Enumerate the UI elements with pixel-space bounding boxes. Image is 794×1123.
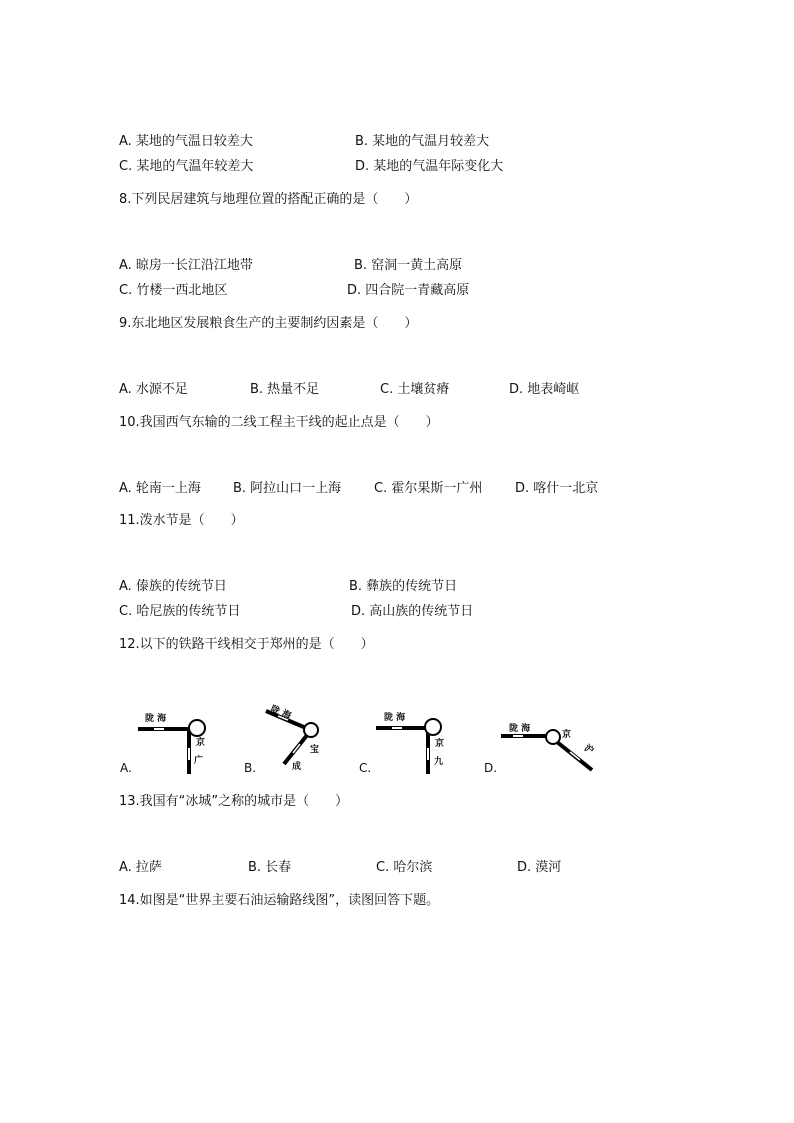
q8-option-c: C. 竹楼一西北地区 — [119, 283, 228, 298]
railway-diagram-d — [482, 700, 612, 780]
q13-option-b: B. 长春 — [248, 860, 292, 875]
q7-option-c: C. 某地的气温年较差大 — [119, 159, 254, 174]
q7-option-b: B. 某地的气温月较差大 — [355, 134, 490, 149]
diagram-a-west-label: 陇 海 — [145, 714, 167, 724]
q9-option-c: C. 土壤贫瘠 — [380, 382, 450, 397]
q8-option-d: D. 四合院一青藏高原 — [347, 283, 470, 298]
q7-option-a: A. 某地的气温日较差大 — [119, 134, 253, 149]
diagram-b-west-label: 陇 海 — [268, 704, 293, 722]
q8-option-b: B. 窑洞一黄土高原 — [354, 258, 463, 273]
diagram-c-branch-label-2: 九 — [434, 757, 444, 767]
q8-stem: 8.下列民居建筑与地理位置的搭配正确的是（ ） — [119, 192, 418, 207]
q11-option-b: B. 彝族的传统节日 — [349, 579, 458, 594]
q8-option-a: A. 晾房一长江沿江地带 — [119, 258, 253, 273]
q11-stem: 11.泼水节是（ ） — [119, 513, 244, 528]
railway-diagram-a — [118, 700, 228, 780]
q10-option-c: C. 霍尔果斯一广州 — [374, 481, 483, 496]
railway-diagram-c — [357, 700, 467, 780]
diagram-a-letter: A. — [120, 761, 132, 775]
q9-option-a: A. 水源不足 — [119, 382, 188, 397]
q14-stem: 14.如图是“世界主要石油运输路线图”，读图回答下题。 — [119, 893, 440, 908]
q13-option-c: C. 哈尔滨 — [376, 860, 433, 875]
q9-stem: 9.东北地区发展粮食生产的主要制约因素是（ ） — [119, 316, 418, 331]
diagram-c-branch-label-1: 京 — [435, 739, 445, 749]
diagram-c-letter: C. — [359, 761, 372, 775]
q9-option-d: D. 地表崎岖 — [509, 382, 580, 397]
q13-option-d: D. 漠河 — [517, 860, 562, 875]
diagram-d-branch-label-1: 京 — [562, 730, 572, 740]
q9-option-b: B. 热量不足 — [250, 382, 320, 397]
diagram-b-branch-label-1: 宝 — [310, 745, 320, 755]
q13-stem: 13.我国有“冰城”之称的城市是（ ） — [119, 794, 349, 809]
diagram-a-lines — [118, 700, 228, 780]
diagram-c-lines — [357, 700, 467, 780]
q10-option-b: B. 阿拉山口一上海 — [233, 481, 342, 496]
q10-option-d: D. 喀什一北京 — [515, 481, 599, 496]
diagram-d-branch-label-2: 沪 — [581, 743, 596, 757]
railway-diagram-b — [242, 700, 352, 780]
diagram-b-letter: B. — [244, 761, 257, 775]
diagram-a-branch-label-2: 广 — [194, 756, 204, 766]
q11-option-c: C. 哈尼族的传统节日 — [119, 604, 241, 619]
q11-option-d: D. 高山族的传统节日 — [351, 604, 474, 619]
q10-option-a: A. 轮南一上海 — [119, 481, 201, 496]
q7-option-d: D. 某地的气温年际变化大 — [355, 159, 504, 174]
q13-option-a: A. 拉萨 — [119, 860, 162, 875]
diagram-a-branch-label-1: 京 — [196, 738, 206, 748]
q10-stem: 10.我国西气东输的二线工程主干线的起止点是（ ） — [119, 415, 439, 430]
diagram-b-branch-label-2: 成 — [292, 762, 302, 772]
diagram-d-letter: D. — [484, 761, 498, 775]
diagram-c-west-label: 陇 海 — [384, 713, 406, 723]
q11-option-a: A. 傣族的传统节日 — [119, 579, 227, 594]
q12-stem: 12.以下的铁路干线相交于郑州的是（ ） — [119, 637, 374, 652]
diagram-d-west-label: 陇 海 — [509, 724, 531, 734]
diagram-d-lines — [482, 700, 612, 780]
